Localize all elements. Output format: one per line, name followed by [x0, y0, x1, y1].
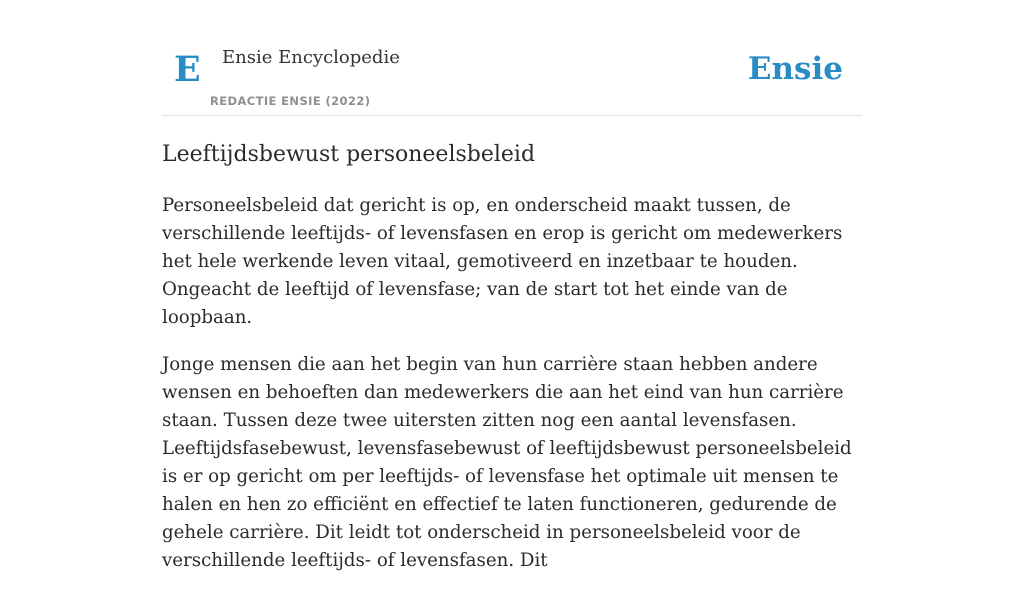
- article-paragraph: Personeelsbeleid dat gericht is op, en onderscheid maakt tussen, de verschillende leeftijds- of levensfasen en erop is gericht om medewerkers het hele werkende leven vitaal, gemotiveerd en inzetbaar te houden. Ongeacht de leeftijd of levensfase; van de start tot het einde van de loopbaan.: [162, 195, 843, 328]
- article-title: Leeftijdsbewust personeelsbeleid: [162, 142, 536, 167]
- article-body: [162, 192, 862, 594]
- source-header: [162, 38, 862, 116]
- article-paragraph: Jonge mensen die aan het begin van hun carrière staan hebben andere wensen en behoeften dan medewerkers die aan het eind van hun carrière staan. Tussen deze twee uitersten zitten nog een aantal levensfasen. Leeftijdsfasebewust, levensfasebewust of leeftijdsbewust personeelsbeleid is er op gericht om per leeftijds- of levensfase het optimale uit mensen te halen en hen zo efficiënt en effectief te laten functioneren, gedurende de gehele carrière. Dit leidt tot onderscheid in personeelsbeleid voor de verschillende leeftijds- of levensfasen. Dit: [162, 354, 852, 571]
- source-title[interactable]: Ensie Encyclopedie: [222, 47, 400, 68]
- brand-logo[interactable]: Ensie: [747, 51, 843, 87]
- source-meta: REDACTIE ENSIE (2022): [210, 94, 371, 108]
- ensie-logo-icon[interactable]: E: [174, 49, 201, 90]
